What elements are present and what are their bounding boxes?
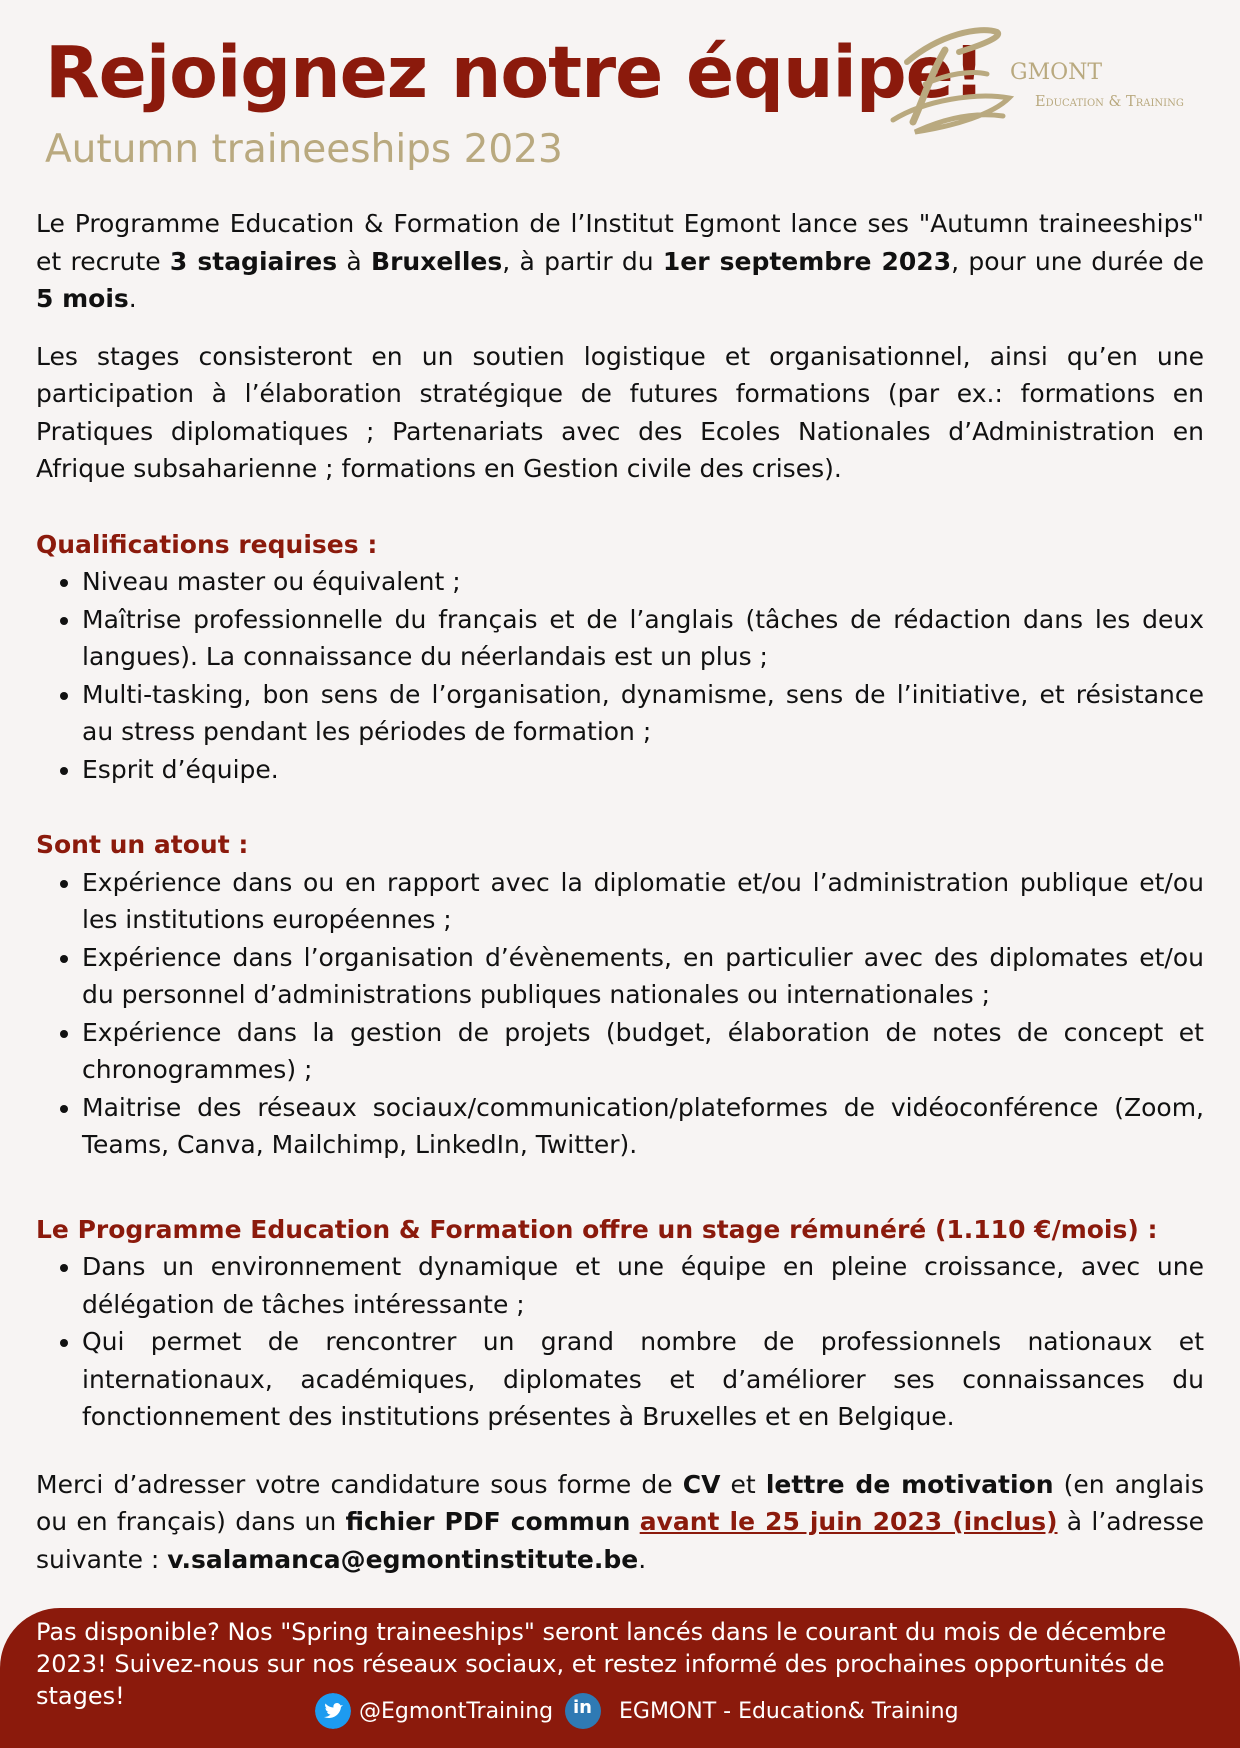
- twitter-icon: [315, 1693, 351, 1729]
- list-item: • Multi-tasking, bon sens de l’organisation, dynamisme, sens de l’initiative, et résistance au stress pendant les périodes de formation ;: [82, 676, 1204, 751]
- list-item: • Expérience dans la gestion de projets (budget, élaboration de notes de concept et chronogrammes) ;: [82, 1014, 1204, 1089]
- page-subtitle: Autumn traineeships 2023: [45, 127, 563, 172]
- list-item: • Expérience dans l’organisation d’évènements, en particulier avec des diplomates et/ou du personnel d’administrations publiques nationales ou internationales ;: [82, 939, 1204, 1014]
- qualifications-heading: Qualifications requises :: [36, 529, 378, 559]
- qualifications-list: [36, 563, 1204, 788]
- deadline-link[interactable]: avant le 25 juin 2023 (inclus): [639, 1507, 1058, 1536]
- assets-list: [36, 864, 1204, 1164]
- list-item: • Niveau master ou équivalent ;: [82, 563, 1204, 601]
- list-item: • Expérience dans ou en rapport avec la diplomatie et/ou l’administration publique et/ou les institutions européennes ;: [82, 864, 1204, 939]
- intro-paragraph: Le Programme Education & Formation de l’Institut Egmont lance ses "Autumn traineeships" et recrute 3 stagiaires à Bruxelles, à partir du 1er septembre 2023, pour une durée de 5 mois.: [36, 209, 1205, 313]
- assets-heading: Sont un atout :: [36, 830, 249, 859]
- egmont-logo: [885, 22, 1225, 148]
- list-item: • Maîtrise professionnelle du français et de l’anglais (tâches de rédaction dans les deux langues). La connaissance du néerlandais est un plus ;: [82, 601, 1204, 676]
- offer-heading: Le Programme Education & Formation offre un stage rémunéré (1.110 €/mois) :: [36, 1214, 1158, 1244]
- offer-list: [36, 1248, 1204, 1436]
- linkedin-link[interactable]: [565, 1693, 959, 1729]
- email-address[interactable]: v.salamanca@egmontinstitute.be: [167, 1544, 639, 1574]
- twitter-link[interactable]: [315, 1693, 553, 1729]
- twitter-handle: @EgmontTraining: [359, 1698, 554, 1724]
- linkedin-name: EGMONT - Education& Training: [619, 1698, 959, 1724]
- page-title: Rejoignez notre équipe!: [45, 31, 985, 114]
- description-paragraph: Les stages consisteront en un soutien logistique et organisationnel, ainsi qu’en une participation à l’élaboration stratégique de futures formations (par ex.: formations en Pratiques diplomatiques ; Partenariats avec des Ecoles Nationales d’Administration en Afrique subsaharienne ; formations en Gestion civile des crises).: [36, 341, 1204, 483]
- linkedin-icon: in: [565, 1693, 601, 1729]
- list-item: • Qui permet de rencontrer un grand nombre de professionnels nationaux et internationaux, académiques, diplomates et d’améliorer ses connaissances du fonctionnement des institutions présentes à Bruxelles et en Belgique.: [82, 1323, 1204, 1436]
- list-item: • Dans un environnement dynamique et une équipe en pleine croissance, avec une délégation de tâches intéressante ;: [82, 1248, 1204, 1323]
- logo-name: GMONT: [1010, 60, 1103, 85]
- egmont-e-mark-icon: [885, 22, 1025, 148]
- footer-banner: [0, 1608, 1240, 1748]
- list-item: • Maitrise des réseaux sociaux/communication/plateformes de vidéoconférence (Zoom, Teams, Canva, Mailchimp, LinkedIn, Twitter).: [82, 1089, 1204, 1164]
- logo-tagline: Education & Training: [1035, 94, 1184, 110]
- apply-paragraph: Merci d’adresser votre candidature sous forme de CV et lettre de motivation (en anglais ou en français) dans un fichier PDF commun avant le 25 juin 2023 (inclus) à l’adresse suivante : v.salamanca@egmontinstitute.be.: [36, 1469, 1205, 1574]
- content: [36, 205, 1204, 1578]
- footer-text: Pas disponible? Nos "Spring traineeships" seront lancés dans le courant du mois de décembre 2023! Suivez-nous sur nos réseaux sociaux, et restez informé des prochaines opportunités de stages!: [36, 1618, 1167, 1710]
- list-item: • Esprit d’équipe.: [82, 751, 1204, 789]
